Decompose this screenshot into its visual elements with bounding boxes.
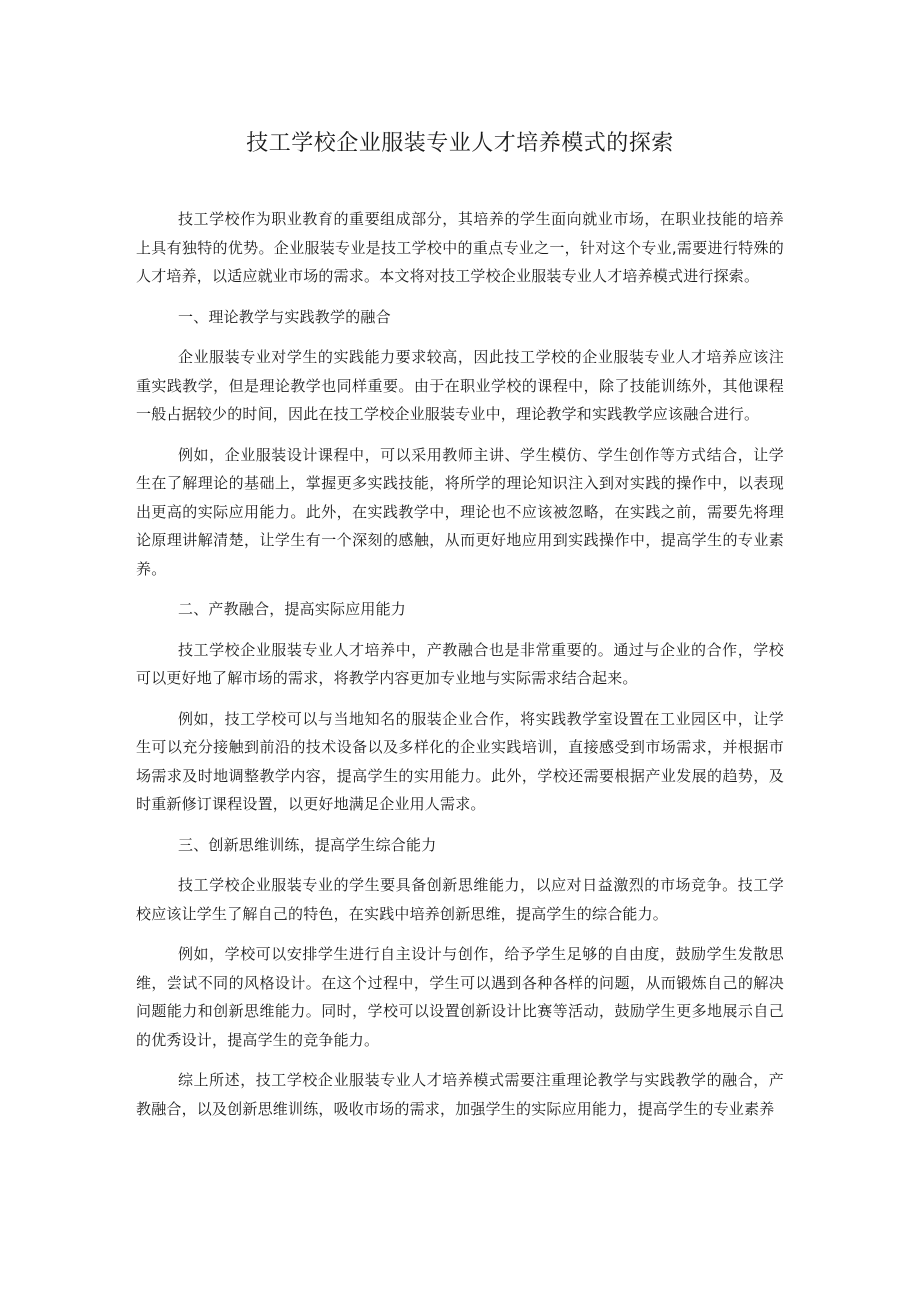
section-heading-3: 三、创新思维训练，提高学生综合能力 [178,835,437,854]
section-heading-2: 二、产教融合，提高实际应用能力 [178,600,407,618]
section-2-paragraph-1: 技工学校企业服装专业人才培养中，产教融合也是非常重要的。通过与企业的合作，学校可以更好地了解市场的需求，将教学内容更加专业地与实际需求结合起来。 [136,640,784,687]
document-body [136,205,784,1135]
conclusion-paragraph: 综上所述，技工学校企业服装专业人才培养模式需要注重理论教学与实践教学的融合，产教融合，以及创新思维训练，吸收市场的需求，加强学生的实际应用能力，提高学生的专业素养 [136,1071,784,1118]
section-1-paragraph-1: 企业服装专业对学生的实践能力要求较高，因此技工学校的企业服装专业人才培养应该注重实践教学，但是理论教学也同样重要。由于在职业学校的课程中，除了技能训练外，其他课程一般占据较少的时间，因此在技工学校企业服装专业中，理论教学和实践教学应该融合进行。 [136,348,784,423]
section-1-paragraph-2: 例如，企业服装设计课程中，可以采用教师主讲、学生模仿、学生创作等方式结合，让学生在了解理论的基础上，掌握更多实践技能，将所学的理论知识注入到对实践的操作中，以表现出更高的实际应用能力。此外，在实践教学中，理论也不应该被忽略，在实践之前，需要先将理论原理讲解清楚，让学生有一个深刻的感触，从而更好地应用到实践操作中，提高学生的专业素养。 [136,445,784,578]
intro-paragraph: 技工学校作为职业教育的重要组成部分，其培养的学生面向就业市场，在职业技能的培养上具有独特的优势。企业服装专业是技工学校中的重点专业之一，针对这个专业,需要进行特殊的人才培养，以适应就业市场的需求。本文将对技工学校企业服装专业人才培养模式进行探索。 [136,210,784,285]
section-3-paragraph-1: 技工学校企业服装专业的学生要具备创新思维能力，以应对日益激烈的市场竞争。技工学校应该让学生了解自己的特色，在实践中培养创新思维，提高学生的综合能力。 [136,876,784,923]
section-2-paragraph-2: 例如，技工学校可以与当地知名的服装企业合作，将实践教学室设置在工业园区中，让学生可以充分接触到前沿的技术设备以及多样化的企业实践培训，直接感受到市场需求，并根据市场需求及时地调整教学内容，提高学生的实用能力。此外，学校还需要根据产业发展的趋势，及时重新修订课程设置，以更好地满足企业用人需求。 [136,709,784,813]
document-title: 技工学校企业服装专业人才培养模式的探索 [246,131,674,156]
section-heading-1: 一、理论教学与实践教学的融合 [178,307,391,326]
section-3-paragraph-2: 例如，学校可以安排学生进行自主设计与创作，给予学生足够的自由度，鼓励学生发散思维，尝试不同的风格设计。在这个过程中，学生可以遇到各种各样的问题，从而锻炼自己的解决问题能力和创新思维能力。同时，学校可以设置创新设计比赛等活动，鼓励学生更多地展示自己的优秀设计，提高学生的竞争能力。 [136,945,784,1049]
